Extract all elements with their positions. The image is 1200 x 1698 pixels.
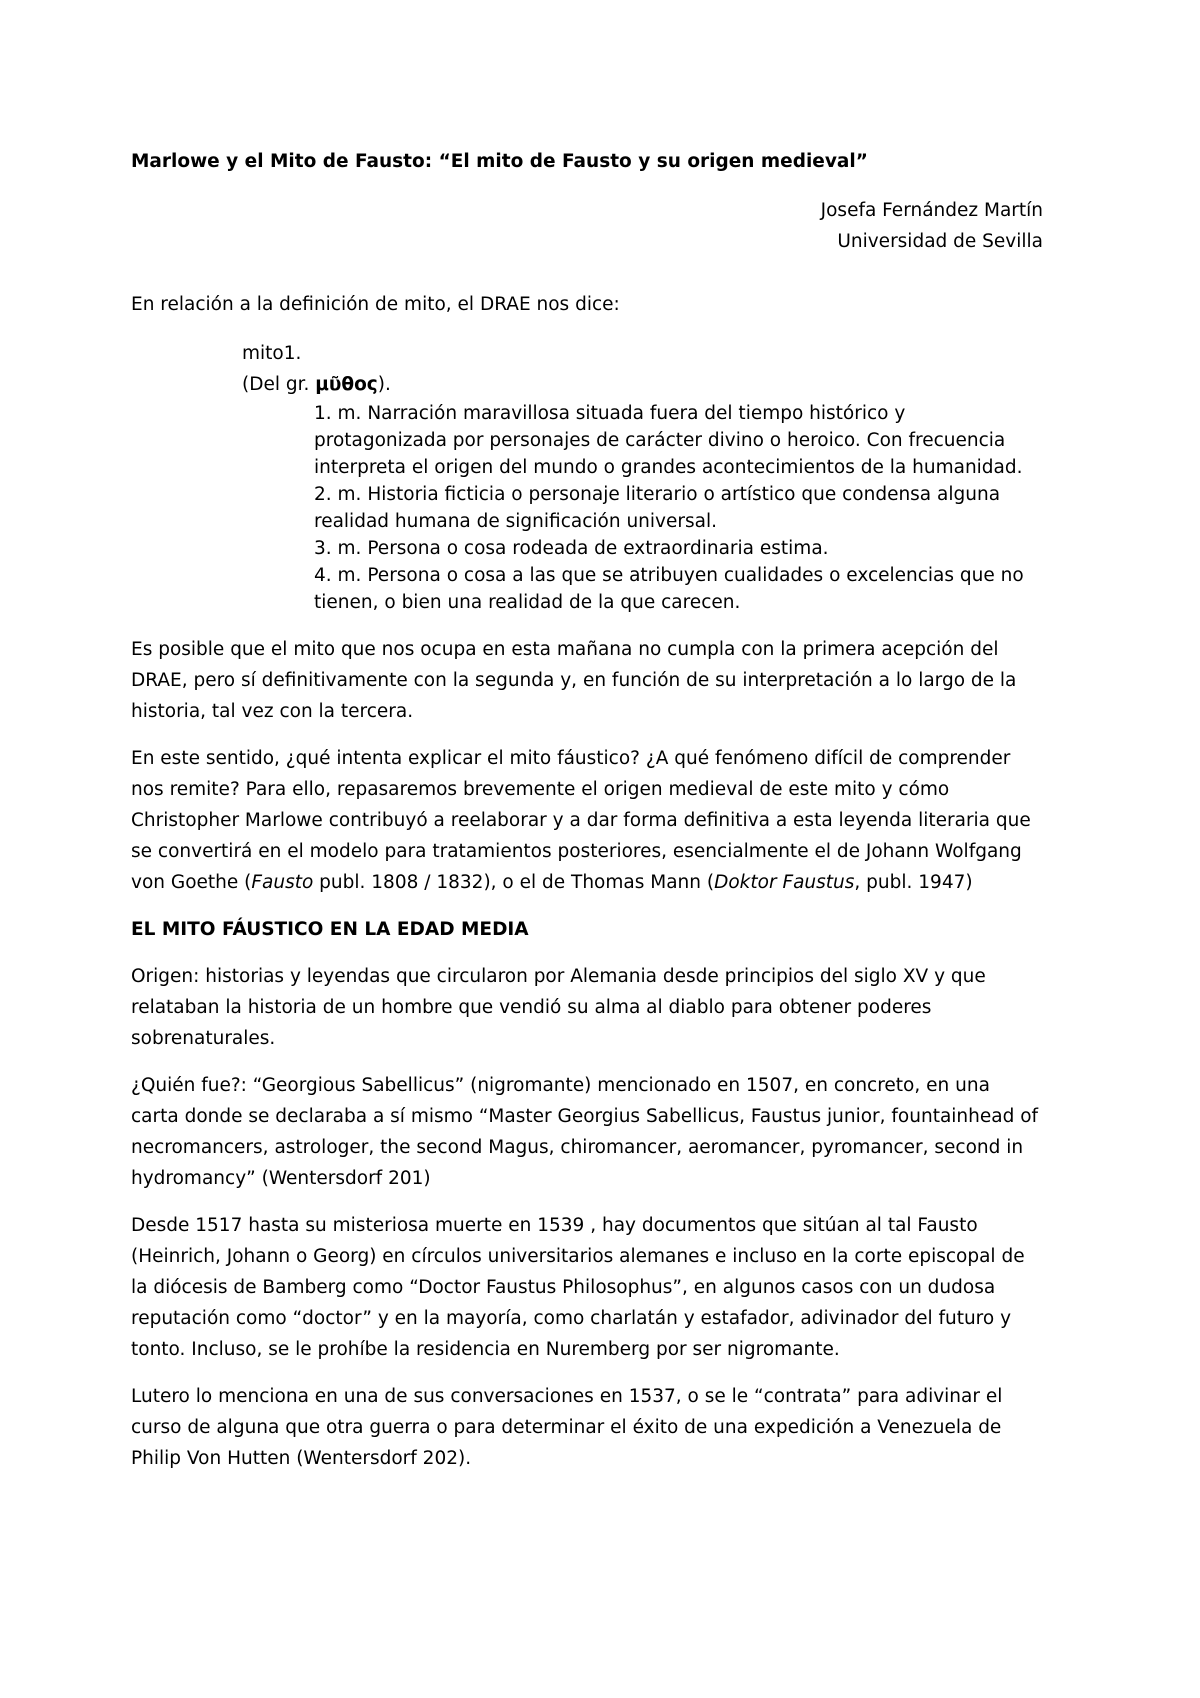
definition-sense: 1. m. Narración maravillosa situada fuera del tiempo histórico y protagonizada por personajes de carácter divino o heroico. Con frecuencia interpreta el origen del mundo o grandes acontecimientos de la humanidad. — [314, 403, 1023, 478]
definition-entry: mito1. — [242, 343, 302, 364]
work-title-italic: Fausto — [251, 872, 314, 893]
document-body — [131, 146, 1043, 1490]
etymology-suffix: ). — [377, 374, 391, 395]
etymology-prefix: (Del gr. — [242, 374, 316, 395]
section-heading: EL MITO FÁUSTICO EN LA EDAD MEDIA — [131, 919, 529, 940]
author-block — [131, 195, 1043, 257]
body-paragraph — [131, 743, 1043, 898]
paragraph-text: En este sentido, ¿qué intenta explicar el mito fáustico? ¿A qué fenómeno difícil de comprender nos remite? Para ello, repasaremos brevemente el origen medieval de este mito y cómo Christopher Marlowe contribuyó a reelaborar y a dar forma definitiva a esta leyenda literaria que se convertirá en el modelo para tratamientos posteriores, esencialmente el de Johann Wolfgang von Goethe ( — [131, 748, 1031, 893]
body-paragraph: Es posible que el mito que nos ocupa en esta mañana no cumpla con la primera acepción del DRAE, pero sí definitivamente con la segunda y, en función de su interpretación a lo largo de la historia, tal vez con la tercera. — [131, 639, 1017, 722]
paragraph-text: , publ. 1947) — [854, 872, 973, 893]
paragraph-text: publ. 1808 / 1832), o el de Thomas Mann ( — [313, 872, 715, 893]
drae-definition — [242, 338, 1043, 616]
author-affiliation: Universidad de Sevilla — [837, 231, 1043, 252]
work-title-italic: Doktor Faustus — [714, 872, 855, 893]
definition-senses — [314, 400, 1043, 616]
etymology-greek-word: μῦθος — [315, 374, 378, 395]
definition-sense: 2. m. Historia ficticia o personaje literario o artístico que condensa alguna realidad humana de significación universal. — [314, 484, 1001, 532]
body-paragraph: Origen: historias y leyendas que circularon por Alemania desde principios del siglo XV y que relataban la historia de un hombre que vendió su alma al diablo para obtener poderes sobrenaturales. — [131, 966, 986, 1049]
body-paragraph: Lutero lo menciona en una de sus conversaciones en 1537, o se le “contrata” para adivinar el curso de alguna que otra guerra o para determinar el éxito de una expedición a Venezuela de Philip Von Hutten (Wentersdorf 202). — [131, 1386, 1003, 1469]
document-title: Marlowe y el Mito de Fausto: “El mito de Fausto y su origen medieval” — [131, 151, 868, 172]
intro-paragraph: En relación a la definición de mito, el DRAE nos dice: — [131, 294, 620, 315]
definition-sense: 3. m. Persona o cosa rodeada de extraordinaria estima. — [314, 538, 829, 559]
definition-etymology — [242, 369, 1043, 400]
definition-sense: 4. m. Persona o cosa a las que se atribuyen cualidades o excelencias que no tienen, o bien una realidad de la que carecen. — [314, 565, 1024, 613]
body-paragraph: ¿Quién fue?: “Georgious Sabellicus” (nigromante) mencionado en 1507, en concreto, en una carta donde se declaraba a sí mismo “Master Georgius Sabellicus, Faustus junior, fountainhead of necromancers, astrologer, the second Magus, chiromancer, aeromancer, pyromancer, second in hydromancy” (Wentersdorf 201) — [131, 1075, 1039, 1189]
author-name: Josefa Fernández Martín — [820, 200, 1043, 221]
body-paragraph: Desde 1517 hasta su misteriosa muerte en 1539 , hay documentos que sitúan al tal Fausto (Heinrich, Johann o Georg) en círculos universitarios alemanes e incluso en la corte episcopal de la diócesis de Bamberg como “Doctor Faustus Philosophus”, en algunos casos con un dudosa reputación como “doctor” y en la mayoría, como charlatán y estafador, adivinador del futuro y tonto. Incluso, se le prohíbe la residencia en Nuremberg por ser nigromante. — [131, 1215, 1025, 1360]
